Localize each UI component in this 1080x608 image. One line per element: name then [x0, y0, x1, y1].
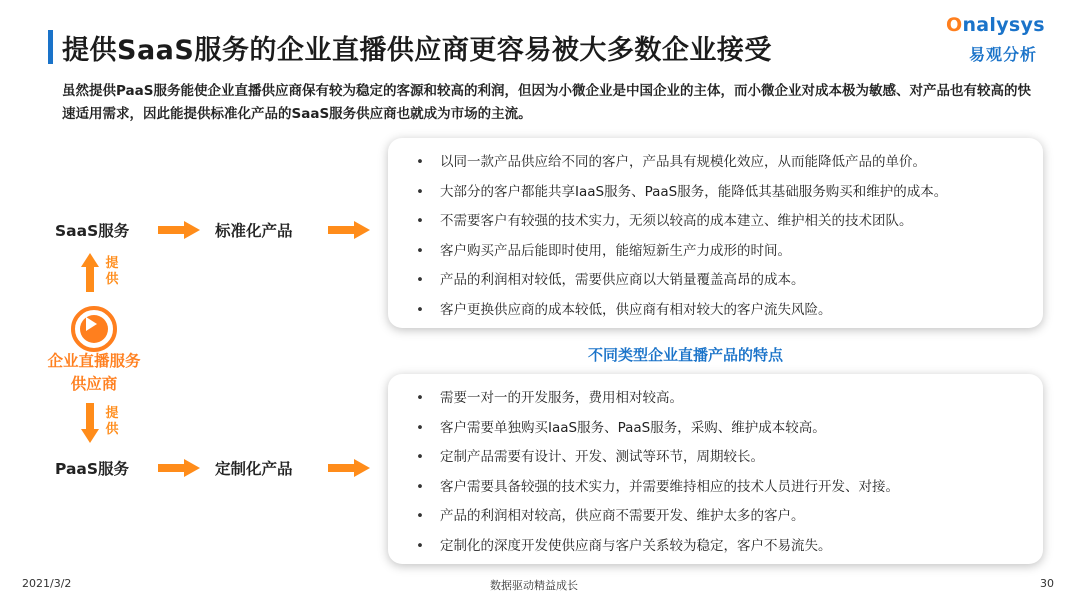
standard-product-label: 标准化产品 — [215, 222, 293, 240]
list-item: • 客户更换供应商的成本较低，供应商有相对较大的客户流失风险。 — [416, 296, 1043, 326]
arrow-right-icon — [158, 459, 200, 477]
arrow-right-icon — [328, 221, 370, 239]
custom-features-box — [388, 374, 1043, 564]
custom-product-label: 定制化产品 — [215, 460, 293, 478]
live-service-provider-label: 企业直播服务 供应商 — [47, 352, 141, 393]
provide-down-label: 提 供 — [105, 406, 119, 437]
standard-features-list — [388, 138, 1043, 325]
paas-label: PaaS服务 — [55, 460, 130, 478]
page-title: 提供SaaS服务的企业直播供应商更容易被大多数企业接受 — [62, 35, 772, 66]
analysys-logo — [946, 14, 1056, 72]
list-item: • 以同一款产品供应给不同的客户，产品具有规模化效应，从而能降低产品的单价。 — [416, 148, 1043, 178]
custom-features-list — [388, 374, 1043, 561]
list-item: • 客户购买产品后能即时使用，能缩短新生产力成形的时间。 — [416, 237, 1043, 267]
saas-label: SaaS服务 — [55, 222, 130, 240]
list-item: • 需要一对一的开发服务，费用相对较高。 — [416, 384, 1043, 414]
list-item: • 大部分的客户都能共享IaaS服务、PaaS服务，能降低其基础服务购买和维护的成本。 — [416, 178, 1043, 208]
arrow-right-icon — [328, 459, 370, 477]
arrow-right-icon — [158, 221, 200, 239]
play-icon — [71, 306, 117, 352]
page-number: 30 — [1040, 577, 1054, 590]
list-item: • 不需要客户有较强的技术实力，无须以较高的成本建立、维护相关的技术团队。 — [416, 207, 1043, 237]
provide-up-label: 提 供 — [105, 256, 119, 287]
list-item: • 定制产品需要有设计、开发、测试等环节，周期较长。 — [416, 443, 1043, 473]
list-item: • 客户需要单独购买IaaS服务、PaaS服务，采购、维护成本较高。 — [416, 414, 1043, 444]
intro-paragraph: 虽然提供PaaS服务能使企业直播供应商保有较为稳定的客源和较高的利润，但因为小微企业是中国企业的主体，而小微企业对成本极为敏感、对产品也有较高的快速适用需求，因此能提供标准化产品的SaaS服务供应商也就成为市场的主流。 — [62, 83, 1031, 122]
middle-caption: 不同类型企业直播产品的特点 — [588, 346, 784, 364]
arrow-up-icon — [81, 253, 99, 293]
list-item: • 定制化的深度开发使供应商与客户关系较为稳定，客户不易流失。 — [416, 532, 1043, 562]
standard-features-box — [388, 138, 1043, 328]
footer-date: 2021/3/2 — [22, 577, 72, 590]
list-item: • 产品的利润相对较低，需要供应商以大销量覆盖高昂的成本。 — [416, 266, 1043, 296]
logo-cn-text: 易观分析 — [969, 45, 1038, 64]
arrow-down-icon — [81, 403, 99, 443]
logo-wordmark: Onalysys — [946, 14, 1045, 36]
list-item: • 客户需要具备较强的技术实力，并需要维持相应的技术人员进行开发、对接。 — [416, 473, 1043, 503]
footer-slogan: 数据驱动精益成长 — [490, 579, 578, 592]
list-item: • 产品的利润相对较高，供应商不需要开发、维护太多的客户。 — [416, 502, 1043, 532]
title-accent-bar — [48, 30, 53, 64]
